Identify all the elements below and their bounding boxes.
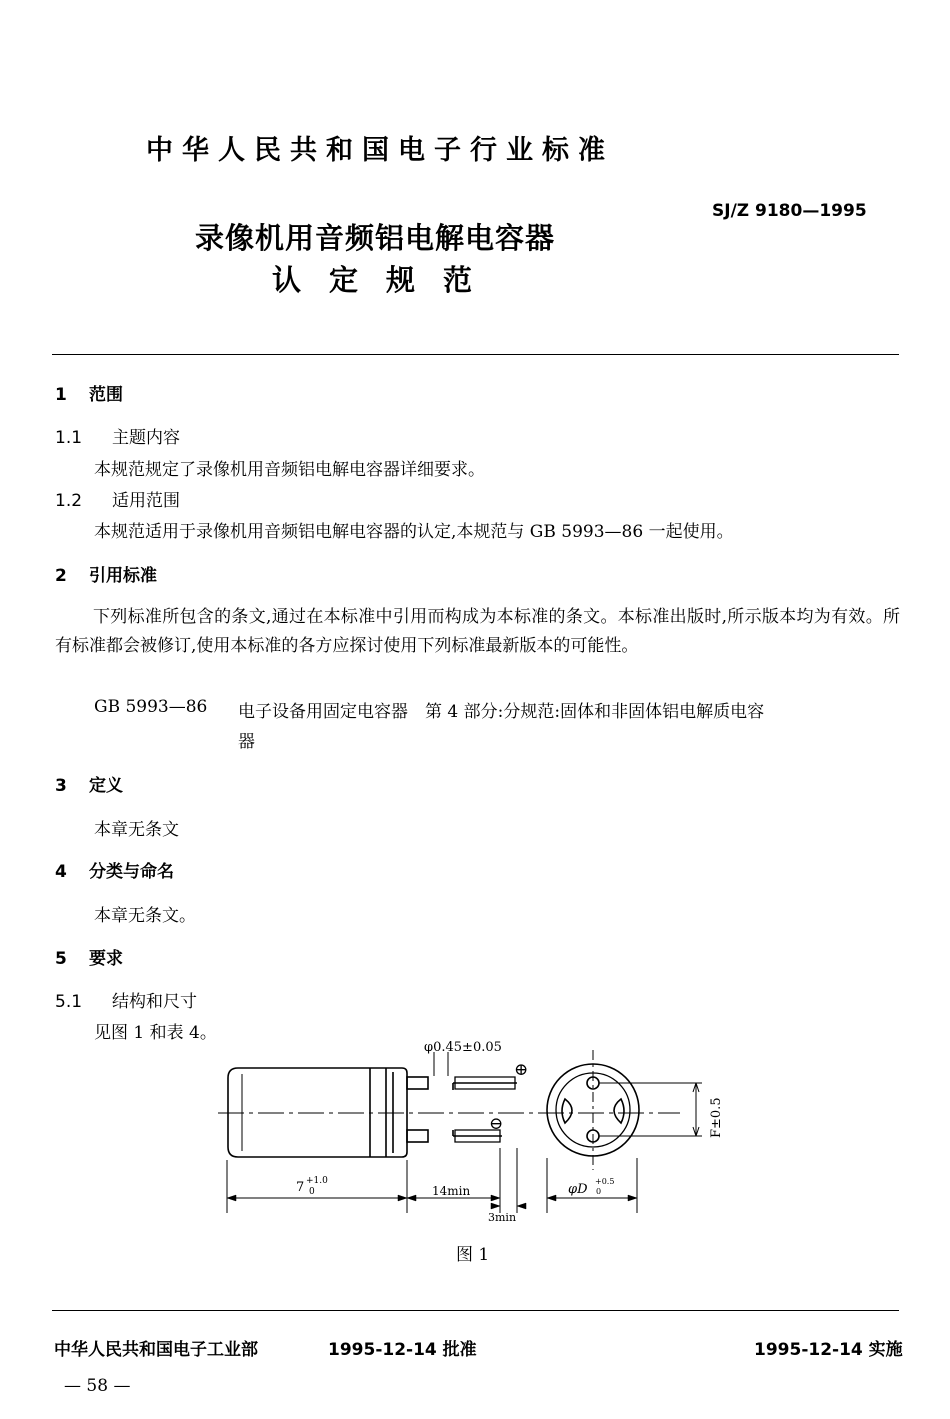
body-length-tol-upper: +1.0 — [306, 1176, 328, 1186]
lead-stub-top — [407, 1077, 428, 1089]
page-number: — 58 — — [64, 1376, 131, 1396]
lead-wires — [453, 1083, 517, 1136]
section-1-2-heading — [55, 486, 180, 511]
lead-diameter-ticks — [434, 1052, 448, 1076]
section-number: 1.2 — [55, 491, 83, 511]
section-title: 分类与命名 — [89, 862, 174, 882]
section-5-heading — [55, 944, 123, 969]
section-number: 2 — [55, 566, 67, 586]
section-1-1-heading — [55, 423, 180, 448]
reference-code: GB 5993—86 — [94, 697, 208, 717]
section-3-heading — [55, 771, 123, 796]
diameter-tol-upper: +0.5 — [595, 1177, 615, 1186]
section-number: 5 — [55, 949, 67, 969]
section-title: 要求 — [89, 949, 123, 969]
section-number: 1 — [55, 385, 67, 405]
footer-implementation-date: 1995-12-14 实施 — [754, 1340, 903, 1360]
minus-terminal-symbol: ⊖ — [489, 1114, 504, 1134]
lead-outlines — [455, 1077, 515, 1142]
header-divider — [52, 354, 899, 355]
section-4-text: 本章无条文。 — [94, 906, 196, 926]
section-number: 5.1 — [55, 992, 83, 1012]
section-2-heading — [55, 561, 157, 586]
section-title: 结构和尺寸 — [112, 992, 197, 1012]
standard-number: SJ/Z 9180—1995 — [712, 201, 867, 221]
section-4-heading — [55, 857, 174, 882]
plus-terminal-symbol: ⊕ — [514, 1060, 529, 1080]
section-5-1-text: 见图 1 和表 4。 — [94, 1023, 217, 1043]
diameter-label: φD — [568, 1182, 588, 1197]
section-title: 主题内容 — [112, 428, 180, 448]
footer-divider — [52, 1310, 899, 1311]
section-5-1-heading — [55, 987, 197, 1012]
reference-title-continued: 器 — [238, 732, 255, 752]
diameter-tol-lower: 0 — [596, 1187, 602, 1196]
section-1-heading — [55, 380, 123, 405]
section-1-2-text: 本规范适用于录像机用音频铝电解电容器的认定,本规范与 GB 5993—86 一起使用。 — [94, 522, 734, 542]
section-number: 3 — [55, 776, 67, 796]
issuing-organization: 中华人民共和国电子行业标准 — [146, 135, 614, 166]
document-subtitle: 认定规范 — [272, 263, 501, 297]
section-title: 范围 — [89, 385, 123, 405]
section-3-text: 本章无条文 — [94, 820, 179, 840]
section-2-text: 下列标准所包含的条文,通过在本标准中引用而构成为本标准的条文。本标准出版时,所示版本均为有效。所有标准都会被修订,使用本标准的各方应探讨使用下列标准最新版本的可能性。 — [55, 607, 900, 656]
section-number: 1.1 — [55, 428, 83, 448]
footer-issuer: 中华人民共和国电子工业部 — [54, 1340, 258, 1360]
capacitor-diagram — [210, 1030, 730, 1226]
lead-offset-label: 3min — [488, 1211, 517, 1224]
document-title: 录像机用音频铝电解电容器 — [195, 221, 556, 255]
footer-approval-date: 1995-12-14 批准 — [328, 1340, 477, 1360]
lead-length-label: 14min — [432, 1184, 471, 1198]
lead-stub-bottom — [407, 1130, 428, 1142]
section-title: 引用标准 — [89, 566, 157, 586]
pitch-label: F±0.5 — [709, 1097, 724, 1138]
section-title: 适用范围 — [112, 491, 180, 511]
section-number: 4 — [55, 862, 67, 882]
body-length-tol-lower: 0 — [309, 1187, 315, 1197]
figure-caption: 图 1 — [456, 1245, 490, 1265]
body-length-label: 7 — [296, 1180, 305, 1195]
reference-title: 电子设备用固定电容器 第 4 部分:分规范:固体和非固体铝电解质电容 — [238, 702, 765, 722]
section-title: 定义 — [89, 776, 123, 796]
section-1-1-text: 本规范规定了录像机用音频铝电解电容器详细要求。 — [94, 460, 485, 480]
lead-diameter-label: φ0.45±0.05 — [424, 1040, 502, 1055]
